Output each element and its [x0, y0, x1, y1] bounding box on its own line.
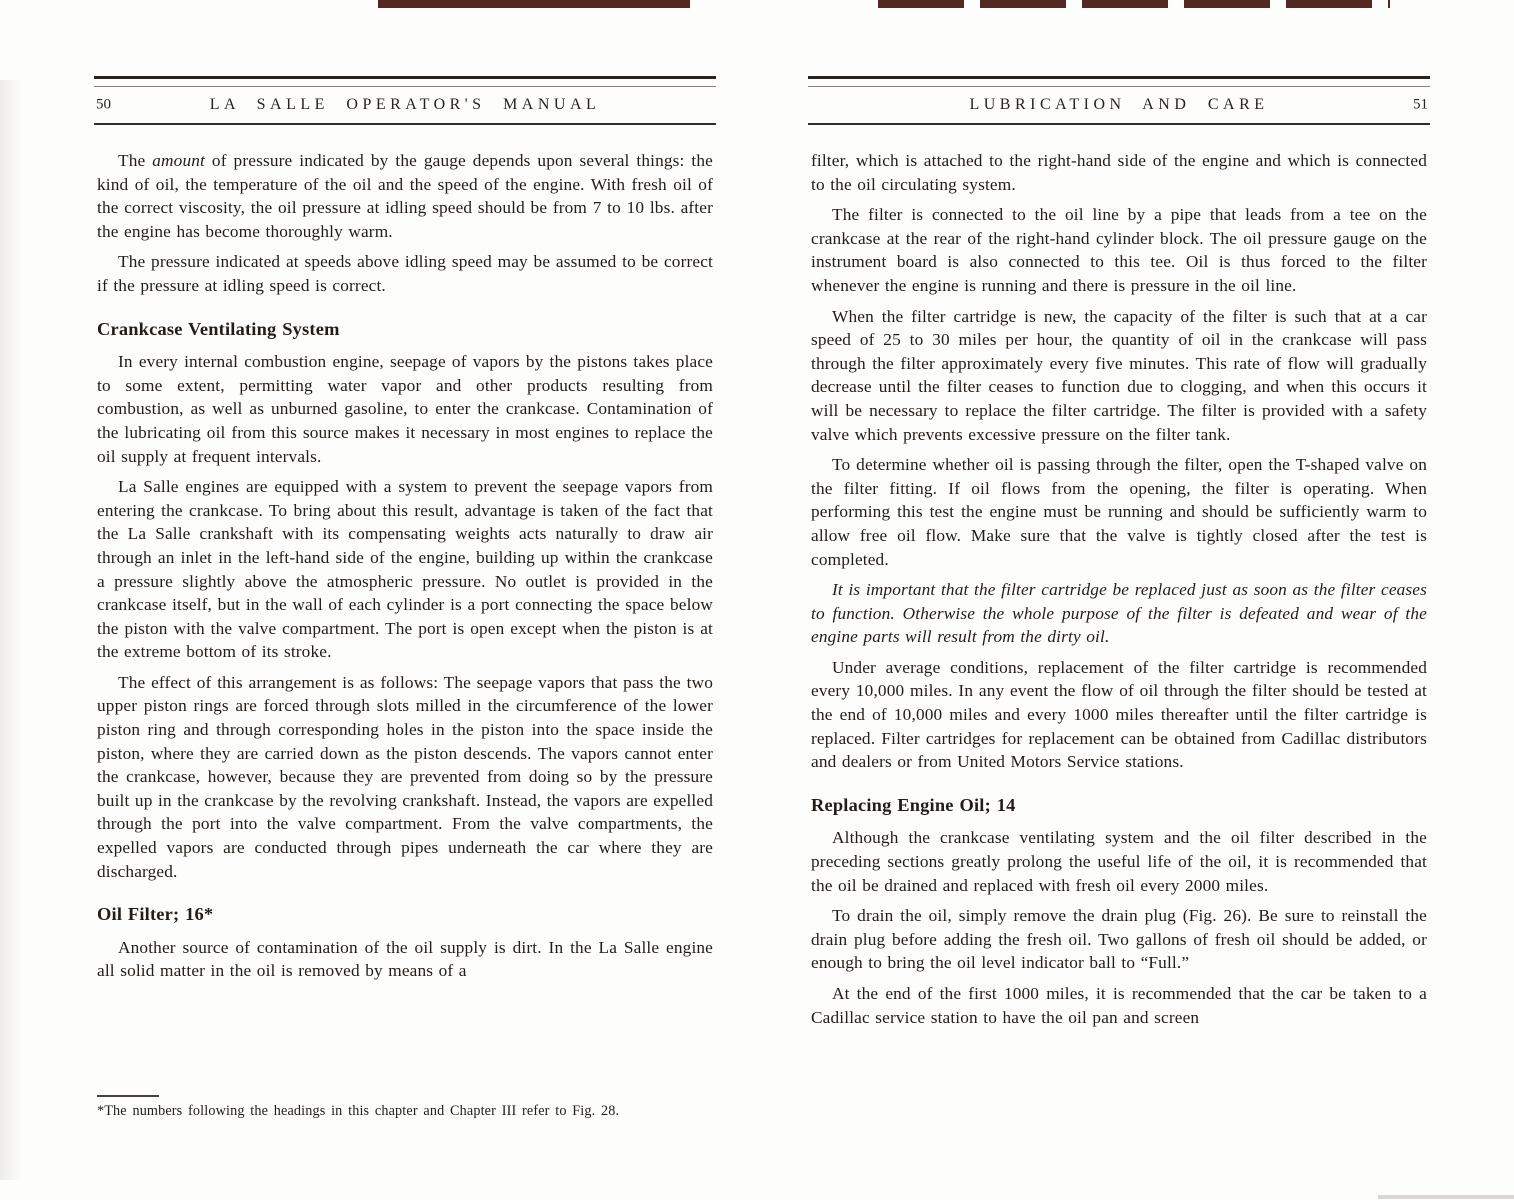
page-title: LUBRICATION AND CARE	[969, 96, 1269, 113]
page-body	[808, 125, 1430, 1128]
page-right	[808, 76, 1430, 1128]
page-left	[94, 76, 716, 1128]
scan-edge-mark	[878, 0, 1390, 8]
paragraph: To drain the oil, simply remove the drain plug (Fig. 26). Be sure to reinstall the drain plug before adding the fresh oil. Two gallons of fresh oil should be added, or enough to bring the oil level indicator ball to “Full.”	[811, 906, 1427, 973]
section-heading: Crankcase Ventilating System	[97, 318, 340, 339]
paragraph: It is important that the filter cartridge be replaced just as soon as the filter ceases to function. Otherwise the whole purpose of the filter is defeated and wear of the engine parts will result from the dirty oil.	[811, 580, 1427, 647]
top-rule	[808, 76, 1430, 87]
scan-edge-smudge	[1378, 1195, 1514, 1199]
scan-edge-mark	[378, 0, 690, 8]
paragraph: La Salle engines are equipped with a system to prevent the seepage vapors from entering the crankcase. To bring about this result, advantage is taken of the fact that the La Salle crankshaft with its compensating weights acts naturally to draw air through an inlet in the left-hand side of the engine, building up within the crankcase a pressure slightly above the atmospheric pressure. No outlet is provided in the crankcase itself, but in the wall of each cylinder is a port connecting the space below the piston with the valve compartment. The port is open except when the piston is at the extreme bottom of its stroke.	[97, 477, 713, 662]
page-number: 50	[96, 96, 111, 113]
paragraph: The amount of pressure indicated by the gauge depends upon several things: the kind of oil, the temperature of the oil and the speed of the engine. With fresh oil of the correct viscosity, the oil pressure at idling speed should be from 7 to 10 lbs. after the engine has become thoroughly warm.	[97, 151, 713, 241]
paragraph: When the filter cartridge is new, the capacity of the filter is such that at a car speed of 25 to 30 miles per hour, the quantity of oil in the crankcase will pass through the filter approximately every five minutes. This rate of flow will gradually decrease until the filter ceases to function due to clogging, and when this occurs it will be necessary to replace the filter cartridge. The filter is provided with a safety valve which prevents excessive pressure on the filter tank.	[811, 306, 1427, 444]
paragraph: Another source of contamination of the oil supply is dirt. In the La Salle engine all solid matter in the oil is removed by means of a	[97, 937, 713, 981]
page-title: LA SALLE OPERATOR'S MANUAL	[209, 96, 601, 113]
page-number: 51	[1413, 96, 1428, 113]
paragraph: At the end of the first 1000 miles, it is recommended that the car be taken to a Cadillac service station to have the oil pan and screen	[811, 984, 1427, 1027]
section-heading: Oil Filter; 16*	[97, 904, 214, 925]
paragraph: In every internal combustion engine, seepage of vapors by the pistons takes place to some extent, permitting water vapor and other products resulting from combustion, as well as unburned gasoline, to enter the crankcase. Contamination of the lubricating oil from this source makes it necessary in most engines to replace the oil supply at frequent intervals.	[97, 352, 713, 466]
top-rule	[94, 76, 716, 87]
running-head	[94, 87, 716, 123]
paragraph: Under average conditions, replacement of the filter cartridge is recommended every 10,000 miles. In any event the flow of oil through the filter should be tested at the end of 10,000 miles and every 1000 miles thereafter until the filter cartridge is replaced. Filter cartridges for replacement can be obtained from Cadillac distributors and dealers or from United Motors Service stations.	[811, 657, 1427, 772]
paragraph: The effect of this arrangement is as follows: The seepage vapors that pass the two upper piston rings are forced through slots milled in the circumference of the lower piston ring and through corresponding holes in the piston into the space inside the piston, where they are carried down as the piston descends. The vapors cannot enter the crankcase, however, because they are prevented from doing so by the pressure built up in the crankcase by the revolving crankshaft. Instead, the vapors are expelled through the port into the valve compartment. From the valve compartments, the expelled vapors are conducted through pipes underneath the car where they are discharged.	[97, 672, 713, 881]
paragraph: The filter is connected to the oil line by a pipe that leads from a tee on the crankcase at the rear of the right-hand cylinder block. The oil pressure gauge on the instrument board is also connected to this tee. Oil is thus forced to the filter whenever the engine is running and there is pressure in the oil line.	[811, 205, 1427, 295]
paragraph: Although the crankcase ventilating system and the oil filter described in the preceding sections greatly prolong the useful life of the oil, it is recommended that the oil be drained and replaced with fresh oil every 2000 miles.	[811, 828, 1427, 895]
paragraph: The pressure indicated at speeds above idling speed may be assumed to be correct if the pressure at idling speed is correct.	[97, 252, 713, 295]
running-head	[808, 87, 1430, 123]
page-body	[94, 125, 716, 1128]
footnote-text: *The numbers following the headings in this chapter and Chapter III refer to Fig. 28.	[97, 1103, 620, 1119]
paragraph: To determine whether oil is passing through the filter, open the T-shaped valve on the filter fitting. If oil flows from the opening, the filter is operating. When performing this test the engine must be running and should be sufficiently warm to allow free oil flow. Make sure that the valve is tightly closed after the test is completed.	[811, 455, 1427, 569]
scan-edge-shade	[0, 80, 26, 1180]
paragraph: filter, which is attached to the right-hand side of the engine and which is connected to the oil circulating system.	[811, 151, 1427, 194]
footnote-divider	[97, 1095, 159, 1097]
section-heading: Replacing Engine Oil; 14	[811, 794, 1016, 815]
footnote	[97, 1095, 713, 1128]
